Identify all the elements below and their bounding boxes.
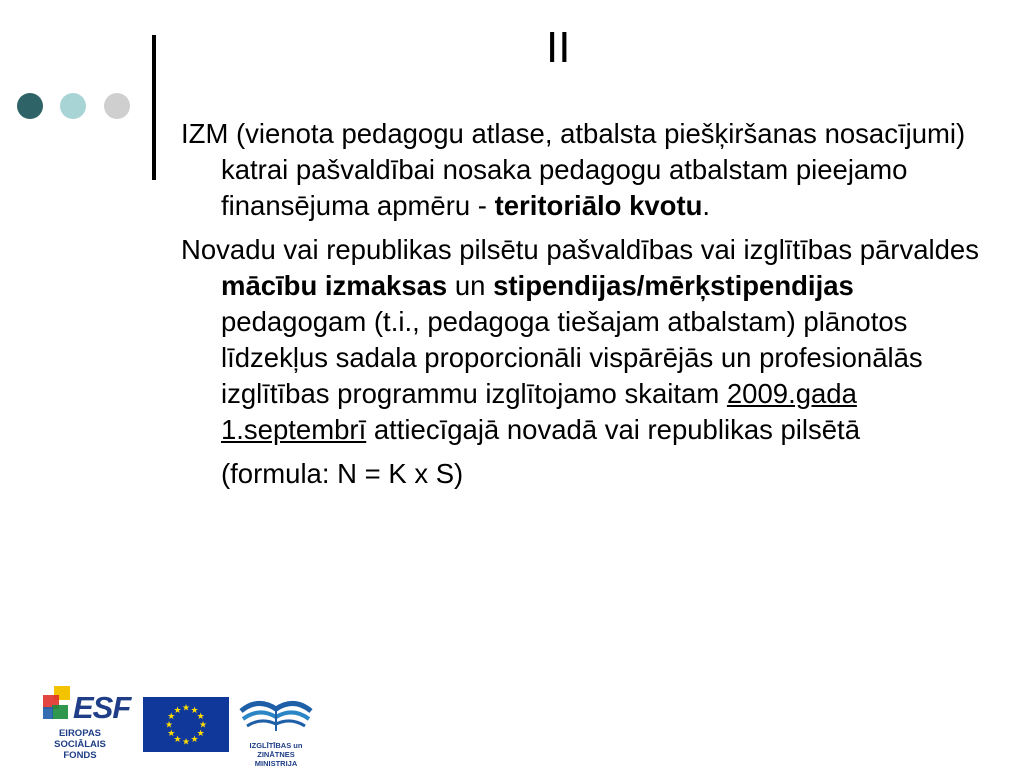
eu-star-icon: ★ bbox=[167, 712, 176, 722]
title-divider-line bbox=[152, 35, 156, 180]
eu-star-icon: ★ bbox=[181, 737, 191, 748]
eu-star-icon: ★ bbox=[190, 705, 199, 716]
eu-star-icon: ★ bbox=[190, 735, 199, 746]
p1-text-b: . bbox=[702, 190, 711, 221]
decor-dot-grey bbox=[104, 93, 130, 119]
esf-squares-icon bbox=[40, 685, 74, 723]
decor-dot-dark bbox=[17, 93, 43, 119]
esf-logo bbox=[36, 683, 136, 763]
p2-bold-b: stipendijas/mērķstipendijas bbox=[493, 270, 854, 301]
eu-star-icon: ★ bbox=[173, 735, 182, 746]
p2-text-c: pedagogam (t.i., pedagoga tiešajam atbalstam) plānotos līdzekļus sadala proporcionāli vispārējās un profesionālās izglītības programmu izglītojamo skaitam bbox=[221, 306, 923, 409]
p1-bold-a: teritoriālo kvotu bbox=[494, 190, 703, 221]
p1-text-a: IZM (vienota pedagogu atlase, atbalsta piešķiršanas nosacījumi) katrai pašvaldībai nosaka pedagogu atbalstam pieejamo finansējuma apmēru - bbox=[181, 118, 966, 221]
open-book-icon bbox=[233, 695, 319, 741]
p2-text-d: attiecīgajā novadā vai republikas pilsētā bbox=[366, 414, 860, 445]
esf-caption bbox=[36, 728, 124, 761]
bullet-paragraph-2 bbox=[181, 232, 981, 448]
decor-dot-light bbox=[60, 93, 86, 119]
eu-star-icon: ★ bbox=[181, 703, 191, 714]
slide-body bbox=[181, 116, 981, 492]
eu-star-icon: ★ bbox=[196, 729, 205, 739]
p2-text-b: un bbox=[447, 270, 494, 301]
p2-bold-a: mācību izmaksas bbox=[221, 270, 448, 301]
eu-star-icon: ★ bbox=[198, 720, 208, 731]
ministry-caption-line2: MINISTRIJA bbox=[254, 759, 298, 768]
ministry-logo bbox=[233, 695, 319, 768]
esf-caption-line2: FONDS bbox=[63, 750, 97, 761]
ministry-caption bbox=[233, 741, 319, 768]
p2-text-a: Novadu vai republikas pilsētu pašvaldības vai izglītības pārvaldes bbox=[181, 234, 979, 265]
eu-flag-icon bbox=[143, 697, 229, 752]
p2-underline-date: 2009.gada 1.septembrī bbox=[221, 378, 857, 445]
slide-title: II bbox=[546, 23, 571, 72]
eu-star-icon: ★ bbox=[173, 705, 182, 716]
bullet-paragraph-1 bbox=[181, 116, 981, 224]
eu-star-icon: ★ bbox=[167, 729, 176, 739]
esf-wordmark: ESF bbox=[73, 690, 131, 725]
eu-star-icon: ★ bbox=[196, 712, 205, 722]
esf-caption-line1: EIROPAS SOCIĀLAIS bbox=[54, 728, 106, 750]
ministry-caption-line1: IZGLĪTĪBAS un ZINĀTNES bbox=[249, 741, 303, 759]
eu-star-icon: ★ bbox=[164, 720, 174, 731]
formula-line: (formula: N = K x S) bbox=[221, 458, 464, 489]
